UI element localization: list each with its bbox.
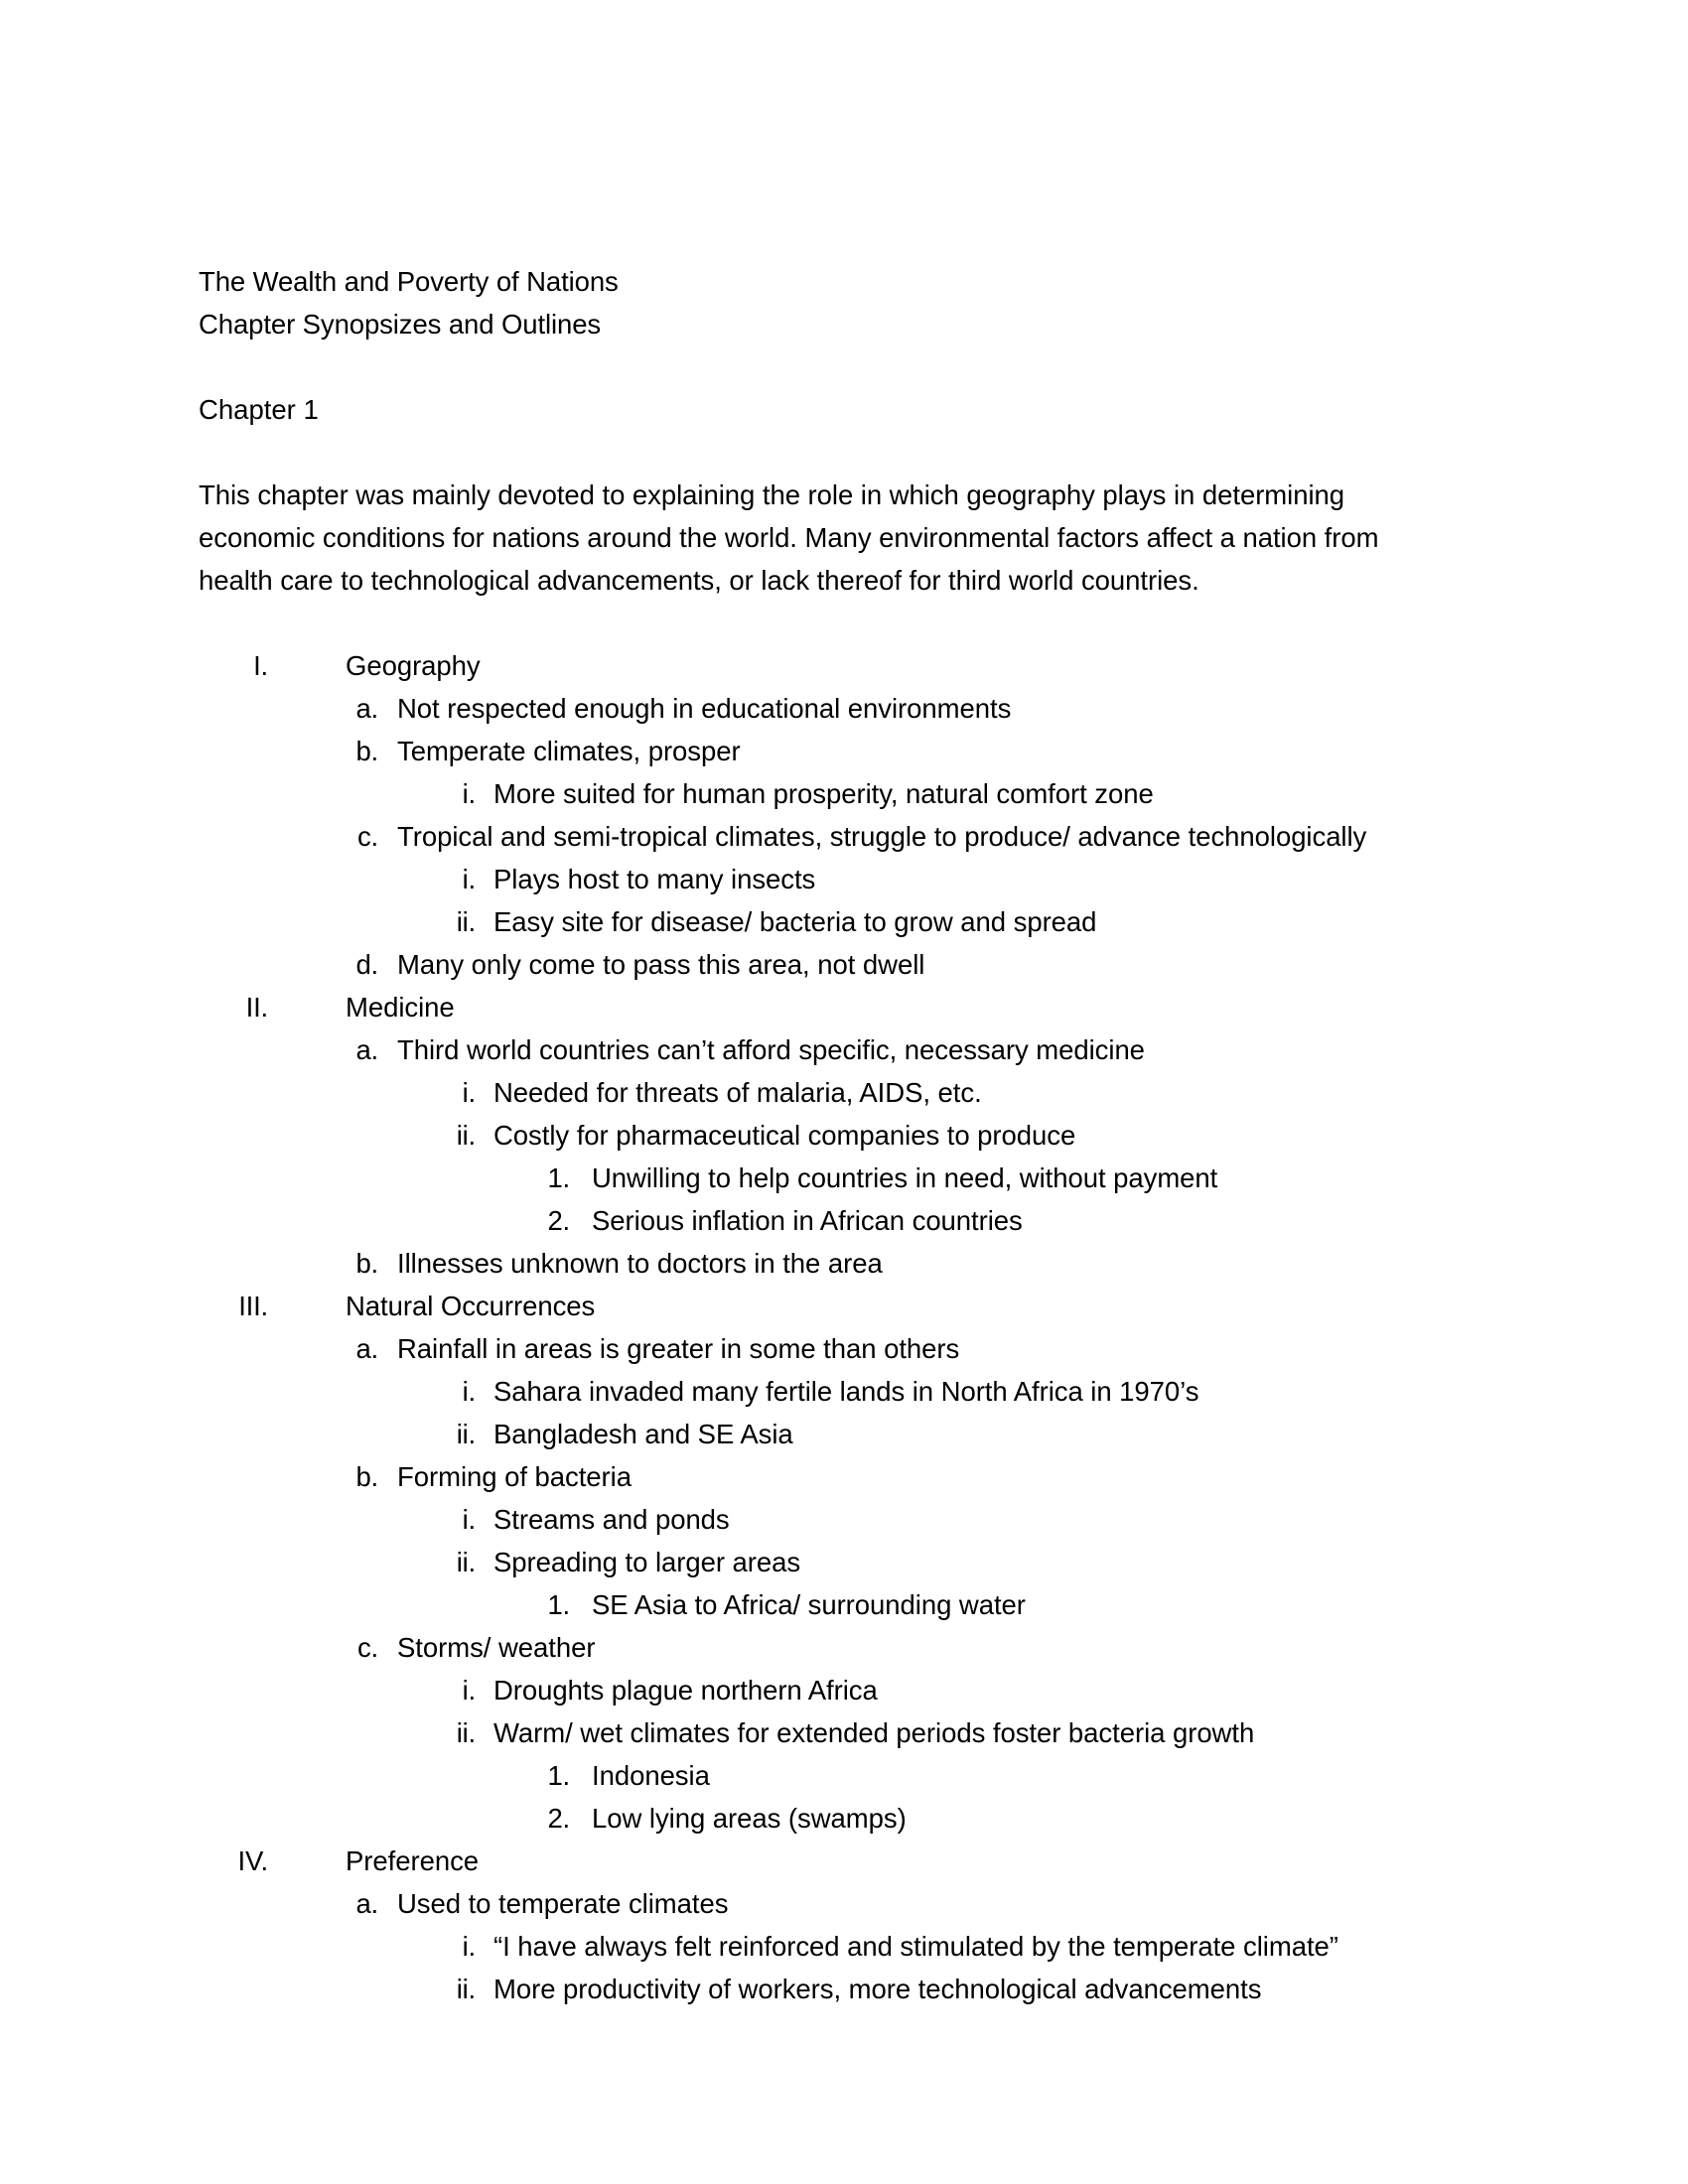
outline-item bbox=[199, 1626, 1479, 1669]
outline-item bbox=[199, 1242, 1479, 1285]
outline-marker: II. bbox=[245, 992, 268, 1023]
outline-item-text: Bangladesh and SE Asia bbox=[493, 1419, 793, 1449]
outline-item bbox=[199, 1370, 1479, 1413]
outline-marker: b. bbox=[355, 1248, 378, 1279]
outline-marker: ii. bbox=[456, 1120, 476, 1151]
outline-item-text: Third world countries can’t afford specific, necessary medicine bbox=[397, 1034, 1145, 1065]
outline-item-text: SE Asia to Africa/ surrounding water bbox=[592, 1589, 1026, 1620]
outline-item bbox=[199, 1327, 1479, 1370]
outline-marker: i. bbox=[462, 864, 476, 894]
outline-item-text: Forming of bacteria bbox=[397, 1461, 632, 1492]
outline-item bbox=[199, 1541, 1479, 1583]
outline-item-text: Natural Occurrences bbox=[346, 1291, 596, 1321]
outline-marker: c. bbox=[357, 821, 378, 852]
outline-item bbox=[199, 1157, 1479, 1199]
outline-item bbox=[199, 815, 1479, 858]
outline-item-text: Unwilling to help countries in need, without payment bbox=[592, 1162, 1218, 1193]
outline-item-text: Plays host to many insects bbox=[493, 864, 816, 894]
chapter-heading: Chapter 1 bbox=[199, 394, 319, 425]
outline-item bbox=[199, 1797, 1479, 1840]
outline-marker: i. bbox=[462, 1931, 476, 1962]
outline-marker: i. bbox=[462, 1504, 476, 1535]
outline-item-text: Illnesses unknown to doctors in the area bbox=[397, 1248, 883, 1279]
outline-marker: 1. bbox=[547, 1760, 570, 1791]
outline-item-text: Sahara invaded many fertile lands in North Africa in 1970’s bbox=[493, 1376, 1199, 1407]
outline-marker: c. bbox=[357, 1632, 378, 1663]
outline-item-text: Indonesia bbox=[592, 1760, 710, 1791]
outline-item bbox=[199, 1968, 1479, 2010]
outline-marker: III. bbox=[238, 1291, 268, 1321]
outline-marker: a. bbox=[355, 1034, 378, 1065]
outline-item-text: “I have always felt reinforced and stimulated by the temperate climate” bbox=[493, 1931, 1338, 1962]
outline-marker: a. bbox=[355, 693, 378, 724]
outline-marker: ii. bbox=[456, 1419, 476, 1449]
outline-item-text: Tropical and semi-tropical climates, struggle to produce/ advance technologically bbox=[397, 821, 1367, 852]
outline-item-text: Used to temperate climates bbox=[397, 1888, 729, 1919]
outline-item bbox=[199, 1028, 1479, 1071]
outline-item-text: Droughts plague northern Africa bbox=[493, 1675, 878, 1706]
outline-marker: i. bbox=[462, 1376, 476, 1407]
outline-marker: I. bbox=[253, 650, 268, 681]
outline-marker: ii. bbox=[456, 1717, 476, 1748]
outline-item bbox=[199, 1071, 1479, 1114]
outline-list bbox=[199, 644, 1479, 2010]
document-title-line-2: Chapter Synopsizes and Outlines bbox=[199, 309, 602, 340]
outline-marker: ii. bbox=[456, 906, 476, 937]
intro-paragraph: This chapter was mainly devoted to explaining the role in which geography plays in determining economic conditions for nations around the world. Many environmental factors affect a nation from health care to technological advancements, or lack thereof for third world countries. bbox=[199, 479, 1379, 596]
outline-item bbox=[199, 1199, 1479, 1242]
outline-item bbox=[199, 1455, 1479, 1498]
outline-marker: b. bbox=[355, 1461, 378, 1492]
outline-item bbox=[199, 1413, 1479, 1455]
outline-item bbox=[199, 1583, 1479, 1626]
outline-item-text: Temperate climates, prosper bbox=[397, 736, 741, 766]
outline-marker: a. bbox=[355, 1888, 378, 1919]
outline-item bbox=[199, 1114, 1479, 1157]
outline-marker: a. bbox=[355, 1333, 378, 1364]
outline-item-text: Easy site for disease/ bacteria to grow and spread bbox=[493, 906, 1097, 937]
outline-marker: b. bbox=[355, 736, 378, 766]
outline-item bbox=[199, 1711, 1479, 1754]
outline-item bbox=[199, 1882, 1479, 1925]
outline-item-text: Warm/ wet climates for extended periods foster bacteria growth bbox=[493, 1717, 1255, 1748]
outline-item-text: Streams and ponds bbox=[493, 1504, 730, 1535]
outline-item bbox=[199, 1840, 1479, 1882]
title-spacer bbox=[199, 345, 1479, 388]
outline-item-text: Geography bbox=[346, 650, 481, 681]
outline-item bbox=[199, 1754, 1479, 1797]
document-title-line-1: The Wealth and Poverty of Nations bbox=[199, 266, 619, 297]
outline-item bbox=[199, 943, 1479, 986]
outline-marker: 2. bbox=[547, 1205, 570, 1236]
outline-item bbox=[199, 858, 1479, 900]
outline-marker: 2. bbox=[547, 1803, 570, 1834]
heading-spacer bbox=[199, 431, 1479, 474]
outline-marker: ii. bbox=[456, 1547, 476, 1577]
outline-item bbox=[199, 644, 1479, 687]
outline-marker: i. bbox=[462, 778, 476, 809]
outline-item bbox=[199, 772, 1479, 815]
outline-marker: ii. bbox=[456, 1974, 476, 2004]
outline-item bbox=[199, 900, 1479, 943]
outline-item-text: Spreading to larger areas bbox=[493, 1547, 801, 1577]
outline-item-text: Storms/ weather bbox=[397, 1632, 596, 1663]
outline-marker: d. bbox=[355, 949, 378, 980]
outline-item-text: Low lying areas (swamps) bbox=[592, 1803, 907, 1834]
outline-item bbox=[199, 687, 1479, 730]
outline-item-text: Needed for threats of malaria, AIDS, etc. bbox=[493, 1077, 982, 1108]
document-body bbox=[199, 260, 1479, 2010]
outline-item-text: Rainfall in areas is greater in some than others bbox=[397, 1333, 960, 1364]
outline-item bbox=[199, 1285, 1479, 1327]
outline-item-text: Medicine bbox=[346, 992, 455, 1023]
outline-item bbox=[199, 1669, 1479, 1711]
outline-item bbox=[199, 1925, 1479, 1968]
outline-item bbox=[199, 986, 1479, 1028]
outline-item-text: Many only come to pass this area, not dwell bbox=[397, 949, 925, 980]
outline-item bbox=[199, 730, 1479, 772]
outline-marker: i. bbox=[462, 1077, 476, 1108]
outline-item-text: More suited for human prosperity, natural comfort zone bbox=[493, 778, 1154, 809]
outline-item-text: Serious inflation in African countries bbox=[592, 1205, 1023, 1236]
outline-item bbox=[199, 1498, 1479, 1541]
outline-marker: 1. bbox=[547, 1589, 570, 1620]
outline-item-text: Costly for pharmaceutical companies to produce bbox=[493, 1120, 1076, 1151]
outline-marker: 1. bbox=[547, 1162, 570, 1193]
outline-marker: i. bbox=[462, 1675, 476, 1706]
outline-marker: IV. bbox=[237, 1845, 268, 1876]
outline-item-text: Preference bbox=[346, 1845, 480, 1876]
outline-item-text: More productivity of workers, more technological advancements bbox=[493, 1974, 1262, 2004]
outline-item-text: Not respected enough in educational environments bbox=[397, 693, 1012, 724]
